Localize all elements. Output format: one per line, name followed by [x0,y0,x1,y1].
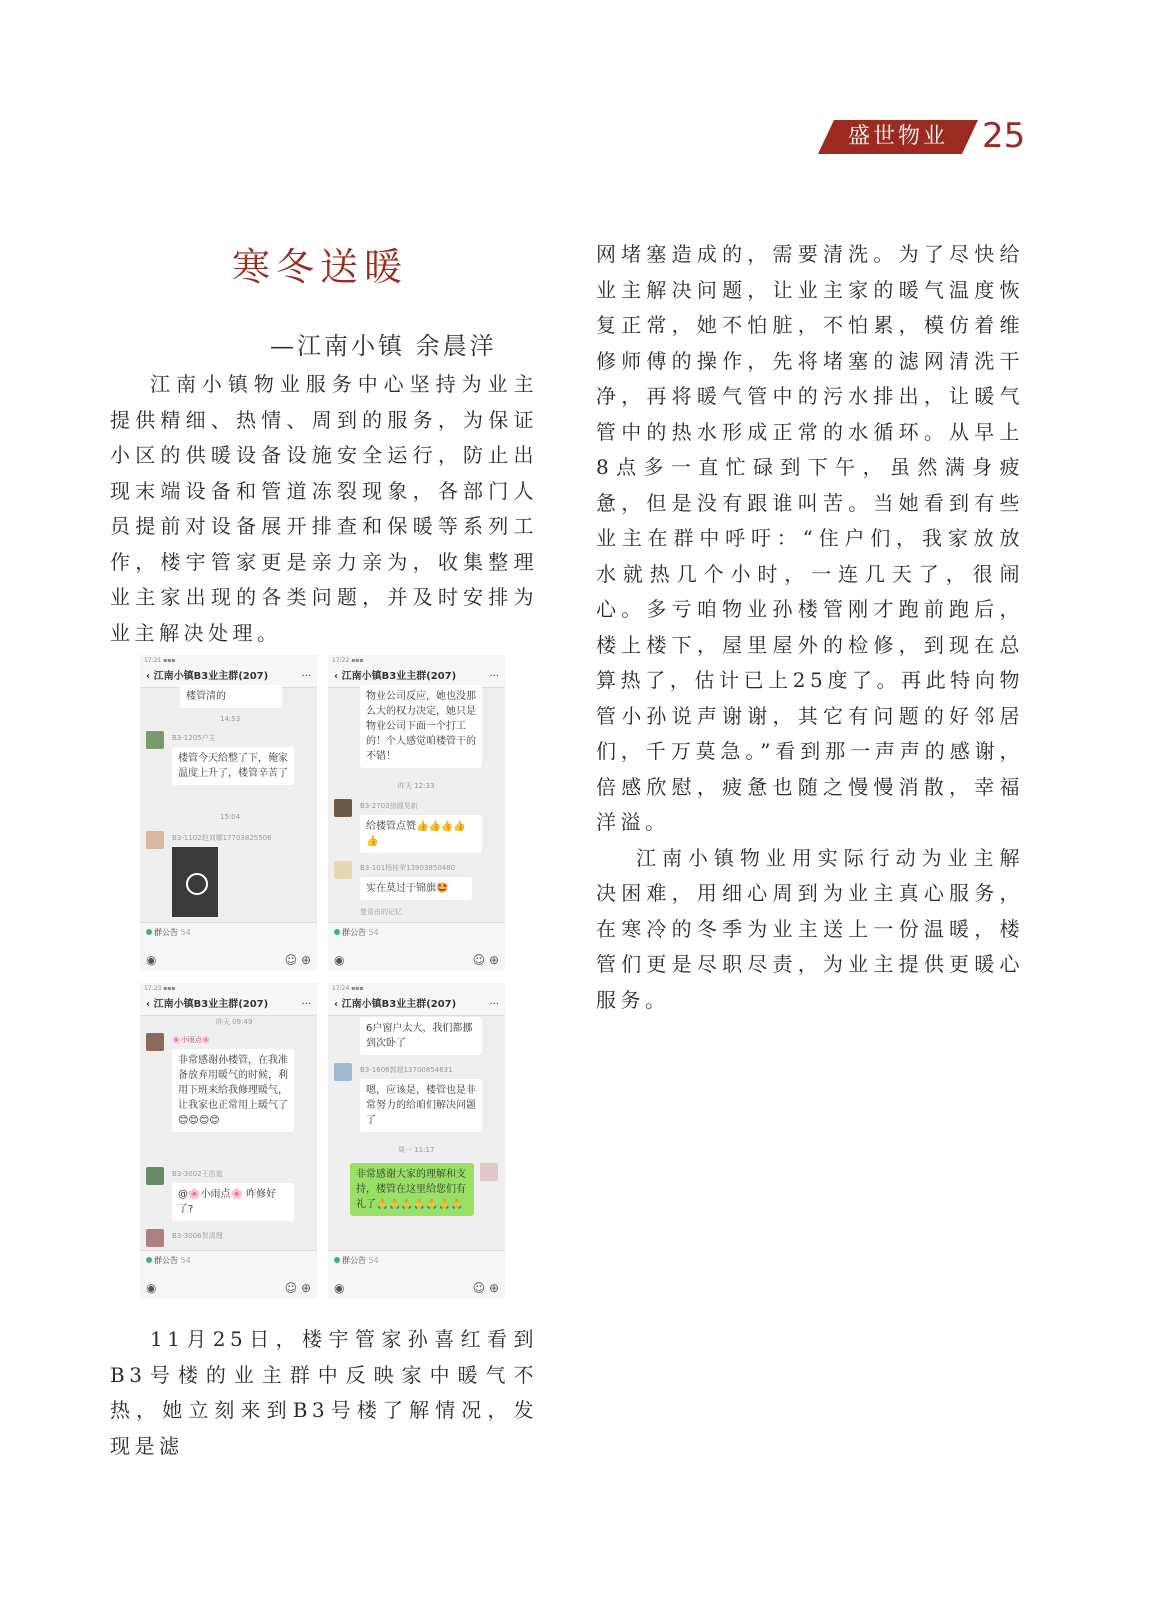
avatar [146,1167,164,1185]
sender-name: B3-1205户主 [172,734,216,742]
more-icon: ··· [301,671,311,682]
message-bubble: 非常感谢孙楼管，在我准备放弃用暖气的时候，利用下班来给我修理暖气，让我家也正常用上暖气了😊😊😊😊 [172,1049,294,1132]
chat-screenshot-2 [328,655,505,971]
message-bubble: @🌸小雨点🌸 咋修好了? [172,1183,294,1221]
article-title: 寒冬送暖 [231,245,408,289]
chat-screenshot-1 [140,655,317,971]
sender-name: B3-3002王浩道 [172,1170,223,1178]
group-notice[interactable] [146,1255,191,1266]
member-count: 54 [368,1256,379,1265]
sender-name: B3-1102赵刘娜17703825506 [172,834,272,842]
timestamp: 周一 11:17 [398,1146,435,1154]
message-bubble: 给楼管点赞👍👍👍👍👍 [360,815,482,853]
emoji-icon[interactable]: ☺ [284,953,298,967]
chat-bottom-bar [328,1250,505,1299]
emoji-icon[interactable]: ☺ [284,1281,298,1295]
paragraph-intro: 江南小镇物业服务中心坚持为业主提供精细、热情、周到的服务，为保证小区的供暖设备设施安全运行，防止出现末端设备和管道冻裂现象，各部门人员提前对设备展开排查和保暖等系列工作，楼宇管家更是亲力亲为，收集整理业主家出现的各类问题，并及时安排为业主解决处理。 [110,372,538,645]
message-bubble: 嗯，应该是，楼管也是非常努力的给咱们解决问题了 [360,1079,482,1132]
emoji-icon[interactable]: ☺ [472,1281,486,1295]
sender-name: 楚语由的记忆 [360,908,402,916]
message-bubble: 实在莫过于锦旗🤩 [360,877,472,900]
plus-icon[interactable]: ⊕ [300,1281,311,1295]
avatar [146,731,164,749]
voice-icon[interactable]: ◉ [146,953,157,967]
plus-icon[interactable]: ⊕ [488,1281,499,1295]
chat-screenshot-4 [328,983,505,1299]
avatar [146,831,164,849]
group-title: 江南小镇B3业主群(207) [153,671,269,682]
member-count: 54 [180,928,191,937]
group-notice[interactable] [334,927,379,938]
group-title: 江南小镇B3业主群(207) [341,999,457,1010]
play-icon [186,873,208,895]
group-notice[interactable] [146,927,191,938]
avatar [480,1163,498,1181]
status-bar: 17:23 ▪▪▪ [140,983,317,995]
status-bar: 17:24 ▪▪▪ [328,983,505,995]
video-message[interactable] [172,847,218,917]
more-icon: ··· [489,671,499,682]
voice-icon[interactable]: ◉ [146,1281,157,1295]
group-title: 江南小镇B3业主群(207) [153,999,269,1010]
sender-name: B3-3006贺清理 [172,1232,223,1240]
voice-icon[interactable]: ◉ [334,1281,345,1295]
status-bar: 17:22 ▪▪▪ [328,655,505,667]
avatar [146,1033,164,1051]
chat-screenshot-3 [140,983,317,1299]
member-count: 54 [368,928,379,937]
message-bubble-self: 非常感谢大家的理解和支持，楼管在这里给您们有礼了🙏🙏🙏🙏🙏🙏🙏 [350,1163,474,1216]
message-bubble: 楼管清的 [180,685,282,708]
article-author: —江南小镇 余晨洋 [270,332,497,360]
chat-bottom-bar [140,1250,317,1299]
chat-topbar: ‹ 江南小镇B3业主群(207) ··· [328,995,505,1016]
paragraph-story-start: 11月25日，楼宇管家孙喜红看到B3号楼的业主群中反映家中暖气不热，她立刻来到B3号楼了解情况，发现是滤 [110,1327,538,1458]
left-column-bottom [110,1322,538,1464]
sender-name: B3-1606郭超13700854631 [360,1066,453,1074]
notice-label: 群公告 [342,1256,366,1265]
chat-bottom-bar [328,922,505,971]
message-bubble: 楼管今天给整了下，俺家温度上升了，楼管辛苦了 [172,747,294,785]
notice-label: 群公告 [342,928,366,937]
sender-name: B3-2703徐圆昊新 [360,802,418,810]
input-icons [146,1281,311,1295]
paragraph-story-cont: 网堵塞造成的，需要清洗。为了尽快给业主解决问题，让业主家的暖气温度恢复正常，她不怕脏，不怕累，模仿着维修师傅的操作，先将堵塞的滤网清洗干净，再将暖气管中的污水排出，让暖气管中的热水形成正常的水循环。从早上8点多一直忙碌到下午，虽然满身疲惫，但是没有跟谁叫苦。当她看到有些业主在群中呼吁：“住户们，我家放放水就热几个小时，一连几天了，很闹心。多亏咱物业孙楼管刚才跑前跑后，楼上楼下，屋里屋外的检修，到现在总算热了，估计已上25度了。再此特向物管小孙说声谢谢，其它有问题的好邻居们，千万莫急。”看到那一声声的感谢，倍感欣慰，疲惫也随之慢慢消散，幸福洋溢。 [596,242,1024,834]
magazine-title: 盛世物业 [847,124,948,149]
left-column-top [110,367,538,651]
paragraph-conclusion: 江南小镇物业用实际行动为业主解决困难，用细心周到为业主真心服务，在寒冷的冬季为业主送上一份温暖，楼管们更是尽职尽责，为业主提供更暖心服务。 [596,845,1024,1012]
sender-name: B3-101杨桂荣13903850480 [360,864,456,872]
chat-topbar: ‹ 江南小镇B3业主群(207) ··· [140,995,317,1016]
avatar [334,861,352,879]
input-icons [334,953,499,967]
notice-label: 群公告 [154,1256,178,1265]
more-icon: ··· [301,999,311,1010]
timestamp: 昨天 09:49 [216,1018,253,1026]
sender-name: 🌸小雨点🌸 [172,1036,211,1044]
message-bubble: 物业公司反应，她也没那么大的权力决定，她只是物业公司下面一个打工的！个人感觉咱楼管干的不错！ [360,685,482,768]
avatar [334,1063,352,1081]
plus-icon[interactable]: ⊕ [488,953,499,967]
voice-icon[interactable]: ◉ [334,953,345,967]
chat-screenshots [140,655,505,1300]
status-bar: 17:21 ▪▪▪ [140,655,317,667]
avatar [146,1229,164,1247]
emoji-icon[interactable]: ☺ [472,953,486,967]
timestamp: 15:04 [220,813,241,821]
page-number: 25 [982,116,1026,156]
group-title: 江南小镇B3业主群(207) [341,671,457,682]
chat-bottom-bar [140,922,317,971]
more-icon: ··· [489,999,499,1010]
timestamp: 14:53 [220,715,241,723]
chat-topbar: ‹ 江南小镇B3业主群(207) ··· [140,667,317,688]
message-bubble: 6户窗户太大，我们都挪到次卧了 [360,1017,482,1055]
group-notice[interactable] [334,1255,379,1266]
chat-topbar: ‹ 江南小镇B3业主群(207) ··· [328,667,505,688]
input-icons [334,1281,499,1295]
timestamp: 昨天 12:33 [398,782,435,790]
member-count: 54 [180,1256,191,1265]
input-icons [146,953,311,967]
plus-icon[interactable]: ⊕ [300,953,311,967]
notice-label: 群公告 [154,928,178,937]
avatar [334,799,352,817]
right-column [596,237,1024,1018]
